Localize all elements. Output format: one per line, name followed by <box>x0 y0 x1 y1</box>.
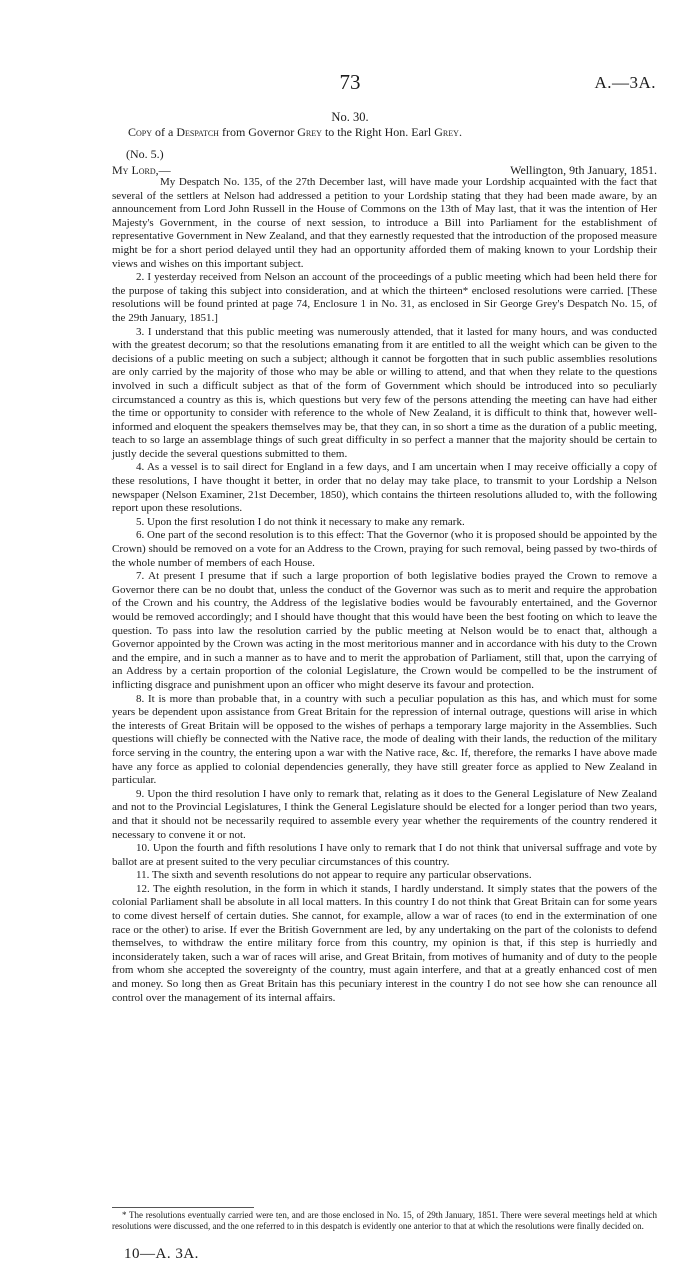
paragraph-5: 5. Upon the first resolution I do not think it necessary to make any remark. <box>136 515 465 528</box>
title-of-a: of a <box>152 125 177 139</box>
title-despatch: Despatch <box>176 125 219 139</box>
paragraph-2: 2. I yesterday received from Nelson an account of the proceedings of a public meeting which had been held there for the purpose of taking this subject into consideration, and at which the thirteen* enclosed resolutions were carried. [These resolutions will be found printed at page 74, Enclosure 1 in No. 31, as enclosed in Sir George Grey's Despatch No. 15, of the 29th January, 1851.] <box>112 271 657 324</box>
paragraph-3: 3. I understand that this public meeting was numerously attended, that it lasted for many hours, and was conducted with the greatest decorum; so that the resolutions emanating from it are entitled to all the weight which can be given to the decisions of a public meeting on such a subject; although it cannot be forgotten that in such public assemblies resolutions are only carried by the majority of those who may be able or willing to attend, and that when they relate to the questions involved in such a difficult subject as that of the form of Government which should be introduced into so peculiarly circumstanced a country as this is, which questions but very few of the persons attending the meeting can have had either the time or opportunity to consider with reference to the whole of New Zealand, it is difficult to think that, however well-informed and eloquent the speakers themselves may be, that they can, in so short a time as the duration of a public meeting, teach to so large an assemblage things of such great difficulty in so perfect a manner that the majority should be certain to justly decide the several questions submitted to them. <box>112 325 657 460</box>
paragraph-11: 11. The sixth and seventh resolutions do not appear to require any particular observations. <box>136 869 532 882</box>
signature-mark: 10—A. 3A. <box>124 1246 199 1262</box>
title-grey-sender: Grey <box>297 125 322 139</box>
footnote <box>112 1210 657 1232</box>
sub-number: (No. 5.) <box>126 147 164 161</box>
paragraph-8: 8. It is more than probable that, in a country with such a peculiar population as this has, and which must for some years be dependent upon assistance from Great Britain for the repression of internal outrage, questions will arise in which the interests of Great Britain will be opposed to the wishes of perhaps a temporary large majority in the Assemblies. Such questions will chiefly be connected with the Native race, the mode of dealing with their lands, the reduction of the military force serving in the country, the entering upon a war with the Native race, &c. If, therefore, the remarks I have above made have any force as applied to colonial dependencies generally, they have still greater force as applied to New Zealand in particular. <box>112 692 657 787</box>
paragraph-10: 10. Upon the fourth and fifth resolutions I have only to remark that I do not think that universal suffrage and vote by ballot are at present suited to the very peculiar circumstances of this country. <box>112 842 657 868</box>
paragraph-intro: My Despatch No. 135, of the 27th December last, will have made your Lordship acquainted with the fact that several of the settlers at Nelson had addressed a petition to your Lordship stating that they had been made aware, by an announcement from Lord John Russell in the House of Commons on the 13th of May last, that it was the intention of Her Majesty's Government, in the course of next session, to introduce a Bill into Parliament for the establishment of representative Government in New Zealand, and that they earnestly requested that the introduction of the proposed measure might be for a short period delayed until they had an opportunity afforded them of making known to your Lordship their views and wishes on this important subject. <box>112 176 657 270</box>
despatch-number: No. 30. <box>331 110 369 124</box>
title-copy: Copy <box>128 125 153 139</box>
paragraph-9: 9. Upon the third resolution I have only to remark that, relating as it does to the General Legislature of New Zealand and not to the Provincial Legislatures, I think the General Legislature should be elected for a longer period than two years, and that it should not be necessarily required to assemble every year whether the requirements of the country rendered it necessary to convene it or not. <box>112 787 657 841</box>
title-end: . <box>458 125 462 139</box>
despatch-title <box>128 125 462 140</box>
footnote-text: * The resolutions eventually carried were ten, and are those enclosed in No. 15, of 29th January, 1851. There were several meetings held at which resolutions were discussed, and the one referred to in this despatch is evidently one anterior to that at which the resolutions were finally decided on. <box>112 1210 657 1231</box>
paragraph-12: 12. The eighth resolution, in the form in which it stands, I hardly understand. It simply states that the powers of the colonial Parliament shall be absolute in all local matters. In this country I do not think that Great Britain can for some years to come divest herself of certain duties. She cannot, for example, allow a war of races (to end in the extermination of one race or the other) to arise. If ever the British Government are led, by any undertaking on the part of the colonists to defend themselves, to withdraw the entire military force from this country, my opinion is that, if this step is hurriedly and inconsiderately taken, such a war of races will arise, and Great Britain, from motives of humanity and of duty to the people from whom she accepted the sovereignty of the country, must again interfere, and that at a greatly enhanced cost of men and money. So long then as Great Britain has this pecuniary interest in the country I do not see how she can renounce all control over the management of its internal affairs. <box>112 882 657 1004</box>
paragraph-7: 7. At present I presume that if such a large proportion of both legislative bodies prayed the Crown to remove a Governor there can be no doubt that, unless the conduct of the Governor was such as to merit and require the approbation of the Crown and his country, the Address of the legislative bodies would be favourably entertained, and the Governor would be removed accordingly; and I should have thought that this would have been the best footing on which to leave the question. To pass into law the resolution carried by the public meeting at Nelson would be to enact that, although a Governor appointed by the Crown was acting in the most meritorious manner and in accordance with his duty to the Crown and the empire, and in such a manner as to have and to merit the approbation of Parliament, still that, upon the carrying of an Address by a certain proportion of the colonial Legislature, the Crown would be compelled to be the instrument of inflicting disgrace and punishment upon an officer who might deserve its favour and protection. <box>112 570 657 691</box>
title-to-the: to the Right Hon. Earl <box>321 125 435 139</box>
salutation: My Lord,— <box>112 163 171 177</box>
footnote-divider <box>112 1207 254 1208</box>
letter-body <box>112 176 657 1005</box>
paragraph-4: 4. As a vessel is to sail direct for England in a few days, and I am uncertain when I may receive officially a copy of these resolutions, I have thought it better, in order that no delay may take place, to transmit to your Lordship a Nelson newspaper (Nelson Examiner, 21st December, 1850), which contains the thirteen resolutions alluded to, with the following report upon these resolutions. <box>112 461 657 515</box>
page-reference: A.—3A. <box>594 73 656 92</box>
date-line: Wellington, 9th January, 1851. <box>510 163 657 177</box>
paragraph-6: 6. One part of the second resolution is to this effect: That the Governor (who it is proposed should be appointed by the Crown) should be removed on a vote for an Address to the Crown, praying for such removal, being passed by two-thirds of the whole number of members of each House. <box>112 529 657 569</box>
page-number: 73 <box>339 70 361 94</box>
title-grey-recipient: Grey <box>434 125 459 139</box>
title-from-governor: from Governor <box>218 125 298 139</box>
